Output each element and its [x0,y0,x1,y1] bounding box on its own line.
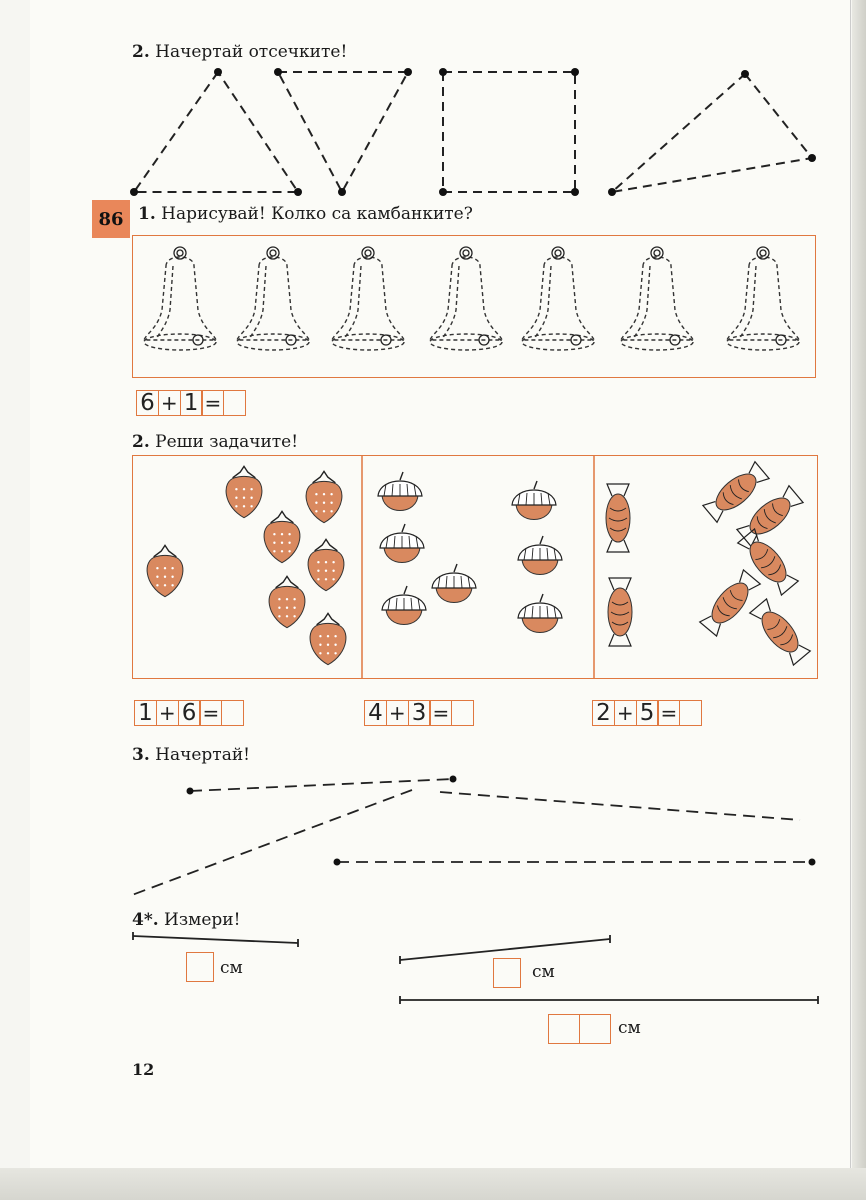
eq1-term-b: 1 [180,390,203,416]
task3-text: Начертай! [155,745,251,765]
measure-unit-2: см [532,962,555,982]
measure-answer-3-box-a[interactable] [548,1014,580,1044]
measure-unit-3: см [618,1018,641,1038]
eq1-plus: + [158,390,181,416]
eq-strawberries-term-a: 1 [134,700,157,726]
page-number: 12 [132,1060,155,1079]
task1-number: 1. [138,204,156,224]
task3-number: 3. [132,745,150,765]
eq-acorns-term-b: 3 [408,700,431,726]
eq-candies-plus: + [614,700,637,726]
task1-text: Нарисувай! Колко са камбанките? [161,204,473,224]
eq-candies-term-b: 5 [636,700,659,726]
task2-text: Реши задачите! [155,432,299,452]
measure-answer-2 [493,958,521,988]
eq-acorns-term-a: 4 [364,700,387,726]
eq1-term-a: 6 [136,390,159,416]
eq-strawberries-equals: = [199,700,222,726]
eq-candies-term-a: 2 [592,700,615,726]
eq-strawberries-term-b: 6 [178,700,201,726]
eq-candies-equals: = [657,700,680,726]
lesson-number-badge: 86 [92,200,130,238]
measure-answer-3 [548,1014,611,1044]
task-top-text: Начертай отсечките! [155,42,348,62]
task4-text: Измери! [164,910,241,930]
eq-strawberries-plus: + [156,700,179,726]
task2-number: 2. [132,432,150,452]
measure-unit-1: см [220,958,243,978]
measure-answer-1 [186,952,214,982]
eq1-equals: = [201,390,224,416]
task-top-number: 2. [132,42,150,62]
measure-answer-1-box[interactable] [186,952,214,982]
measure-answer-2-box[interactable] [493,958,521,988]
eq-acorns-equals: = [429,700,452,726]
eq-acorns-plus: + [386,700,409,726]
measure-segment-1[interactable] [133,936,298,943]
task4-number: 4*. [132,910,159,930]
measure-segment-2[interactable] [400,939,610,960]
measure-answer-3-box-b[interactable] [579,1014,611,1044]
